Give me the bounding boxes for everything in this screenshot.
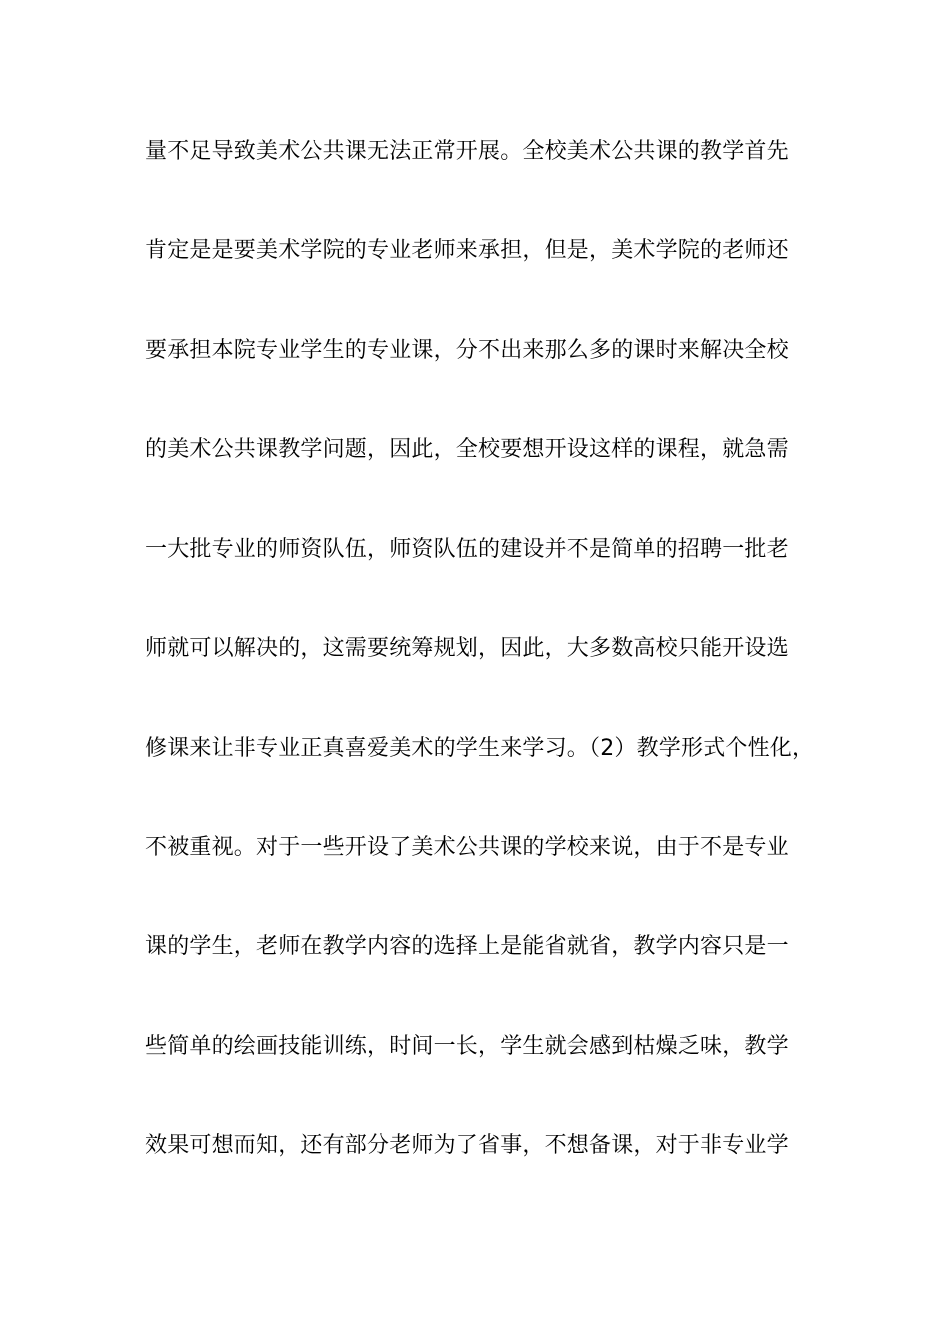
text-line: 的美术公共课教学问题，因此，全校要想开设这样的课程，就急需 — [145, 437, 789, 462]
text-line: 一大批专业的师资队伍，师资队伍的建设并不是简单的招聘一批老 — [145, 537, 789, 562]
text-line: 修课来让非专业正真喜爱美术的学生来学习。（2）教学形式个性化， — [145, 736, 815, 761]
text-line: 课的学生，老师在教学内容的选择上是能省就省，教学内容只是一 — [145, 934, 789, 959]
text-line: 要承担本院专业学生的专业课，分不出来那么多的课时来解决全校 — [145, 338, 789, 363]
text-line: 师就可以解决的，这需要统筹规划，因此，大多数高校只能开设选 — [145, 636, 789, 661]
text-line: 些简单的绘画技能训练，时间一长，学生就会感到枯燥乏味，教学 — [145, 1034, 789, 1059]
text-line: 肯定是是要美术学院的专业老师来承担，但是，美术学院的老师还 — [145, 238, 789, 263]
text-line: 效果可想而知，还有部分老师为了省事，不想备课，对于非专业学 — [145, 1133, 789, 1158]
text-line: 不被重视。对于一些开设了美术公共课的学校来说，由于不是专业 — [145, 835, 789, 860]
text-line: 量不足导致美术公共课无法正常开展。全校美术公共课的教学首先 — [145, 139, 789, 164]
